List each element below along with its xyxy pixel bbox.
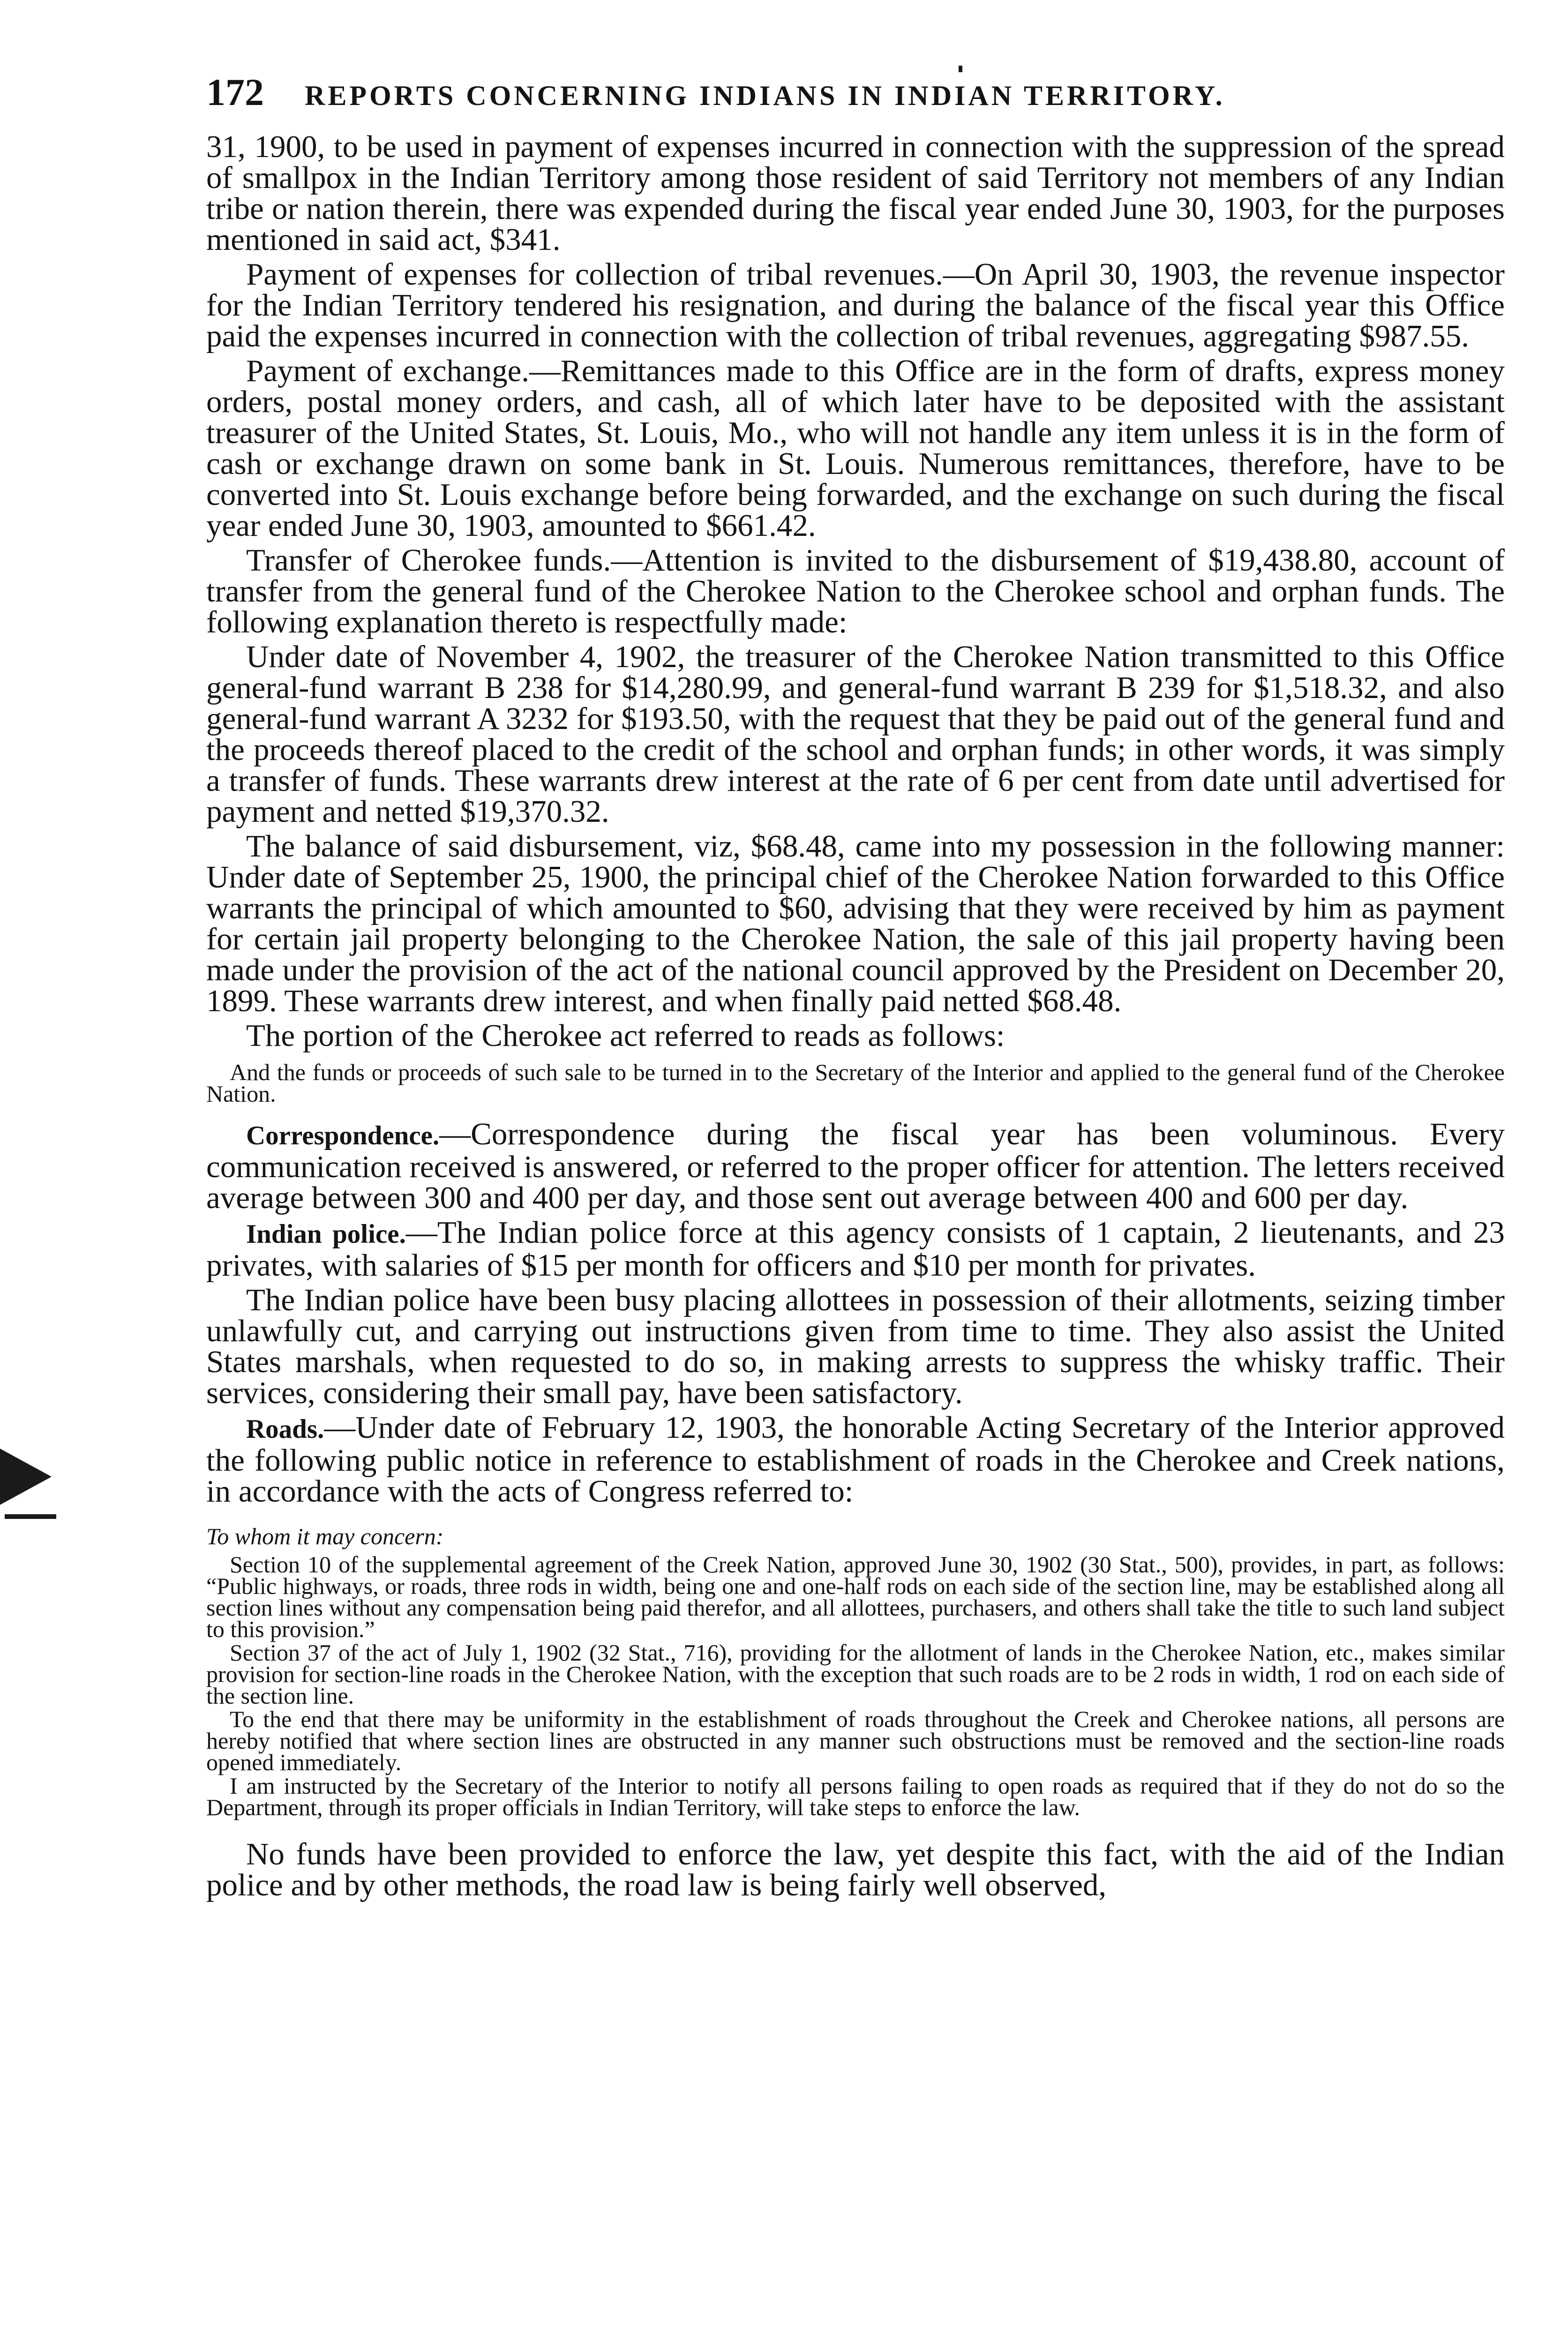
heading-correspondence: Correspondence.: [246, 1121, 440, 1150]
paragraph-road-law: No funds have been provided to enforce the law, yet despite this fact, with the aid of the Indian police and by other methods, the road law is being fairly well observed,: [206, 1837, 1505, 1902]
paragraph-exchange: Payment of exchange.—Remittances made to this Office are in the form of drafts, express money orders, postal money orders, and cash, all of which later have to be deposited with the assistant treasurer of the United States, St. Louis, Mo., who will not handle any item unless it is in the form of cash or exchange drawn on some bank in St. Louis. Numerous remittances, therefore, have to be converted into St. Louis exchange before being forwarded, and the exchange on such during the fiscal year ended June 30, 1903, amounted to $661.42.: [206, 353, 1505, 543]
report-body: [206, 131, 1505, 1051]
paragraph-police-duties: The Indian police have been busy placing allottees in possession of their allotments, seizing timber unlawfully cut, and carrying out instructions given from time to time. They also assist the United States marshals, when requested to do so, in making arrests to suppress the whisky traffic. Their services, considering their small pay, have been satisfactory.: [206, 1283, 1505, 1410]
margin-rule-mark: [5, 1514, 56, 1519]
notice-section-10: Section 10 of the supplemental agreement of the Creek Nation, approved June 30, 1902 (30 Stat., 500), provides, in part, as follows: “Public highways, or roads, three rods in width, being one and one-half rods on each side of the section line, may be established along all section lines without any compensation being paid therefor, and all allottees, purchasers, and others shall take the title to such land subject to this provision.”: [206, 1551, 1505, 1642]
paragraph-roads: [206, 1412, 1505, 1507]
report-body-continued: [206, 1119, 1505, 1507]
text-correspondence: —Correspondence during the fiscal year has been voluminous. Every communication received is answered, or referred to the proper officer for attention. The letters received average between 300 and 400 per day, and those sent out average between 400 and 600 per day.: [206, 1117, 1505, 1215]
margin-pointer-mark: [0, 1449, 52, 1505]
quote-text: And the funds or proceeds of such sale to be turned in to the Secretary of the Interior and applied to the general fund of the Cherokee Nation.: [206, 1059, 1505, 1107]
document-page: [206, 70, 1505, 1904]
heading-indian-police: Indian police.: [246, 1219, 406, 1249]
paragraph-balance: The balance of said disbursement, viz, $68.48, came into my possession in the following manner: Under date of September 25, 1900, the principal chief of the Cherokee Nation forwarded to this Office warrants the principal of which amounted to $60, advising that they were received by him as payment for certain jail property belonging to the Cherokee Nation, the sale of this jail property having been made under the provision of the act of the national council approved by the President on December 20, 1899. These warrants drew interest, and when finally paid netted $68.48.: [206, 829, 1505, 1018]
report-body-final: [206, 1839, 1505, 1901]
notice-enforcement: I am instructed by the Secretary of the Interior to notify all persons failing to open roads as required that if they do not do so the Department, through its proper officials in Indian Territory, will take steps to enforce the law.: [206, 1773, 1505, 1820]
cherokee-act-quote: [206, 1059, 1505, 1107]
text-roads: —Under date of February 12, 1903, the honorable Acting Secretary of the Interior approved the following public notice in reference to establishment of roads in the Cherokee and Creek nations, in accordance with the acts of Congress referred to:: [206, 1410, 1505, 1509]
page-header: [206, 70, 1505, 131]
paragraph-tribal-revenues: Payment of expenses for collection of tribal revenues.—On April 30, 1903, the revenue inspector for the Indian Territory tendered his resignation, and during the balance of the fiscal year this Office paid the expenses incurred in connection with the collection of tribal revenues, aggregating $987.55.: [206, 257, 1505, 353]
paragraph-cherokee-act-intro: The portion of the Cherokee act referred to reads as follows:: [246, 1018, 1005, 1053]
notice-uniformity: To the end that there may be uniformity in the establishment of roads throughout the Creek and Cherokee nations, all persons are hereby notified that where section lines are obstructed in any manner such obstructions must be removed and the section-line roads opened immediately.: [206, 1706, 1505, 1775]
paragraph-cherokee-funds: Transfer of Cherokee funds.—Attention is invited to the disbursement of $19,438.80, account of transfer from the general fund of the Cherokee Nation to the Cherokee school and orphan funds. The following explanation thereto is respectfully made:: [206, 543, 1505, 639]
paragraph-smallpox-expenses: 31, 1900, to be used in payment of expenses incurred in connection with the suppression of the spread of smallpox in the Indian Territory among those resident of said Territory not members of any Indian tribe or nation therein, there was expended during the fiscal year ended June 30, 1903, for the purposes mentioned in said act, $341.: [206, 129, 1505, 257]
notice-salutation: To whom it may concern:: [206, 1523, 444, 1549]
running-head: REPORTS CONCERNING INDIANS IN INDIAN TERRITORY.: [305, 80, 1225, 111]
paragraph-warrants: Under date of November 4, 1902, the treasurer of the Cherokee Nation transmitted to this Office general-fund warrant B 238 for $14,280.99, and general-fund warrant B 239 for $1,518.32, and also general-fund warrant A 3232 for $193.50, with the request that they be paid out of the general fund and the proceeds thereof placed to the credit of the school and orphan funds; in other words, it was simply a transfer of funds. These warrants drew interest at the rate of 6 per cent from date until advertised for payment and netted $19,370.32.: [206, 639, 1505, 829]
page-number: 172: [206, 71, 264, 113]
text-indian-police: —The Indian police force at this agency consists of 1 captain, 2 lieutenants, and 23 privates, with salaries of $15 per month for officers and $10 per month for privates.: [206, 1215, 1505, 1283]
paragraph-indian-police: [206, 1217, 1505, 1281]
public-notice: [206, 1525, 1505, 1818]
heading-roads: Roads.: [246, 1414, 324, 1444]
notice-section-37: Section 37 of the act of July 1, 1902 (32 Stat., 716), providing for the allotment of lands in the Cherokee Nation, etc., makes similar provision for section-line roads in the Cherokee Nation, with the exception that such roads are to be 2 rods in width, 1 rod on each side of the section line.: [206, 1639, 1505, 1709]
paragraph-correspondence: [206, 1119, 1505, 1213]
